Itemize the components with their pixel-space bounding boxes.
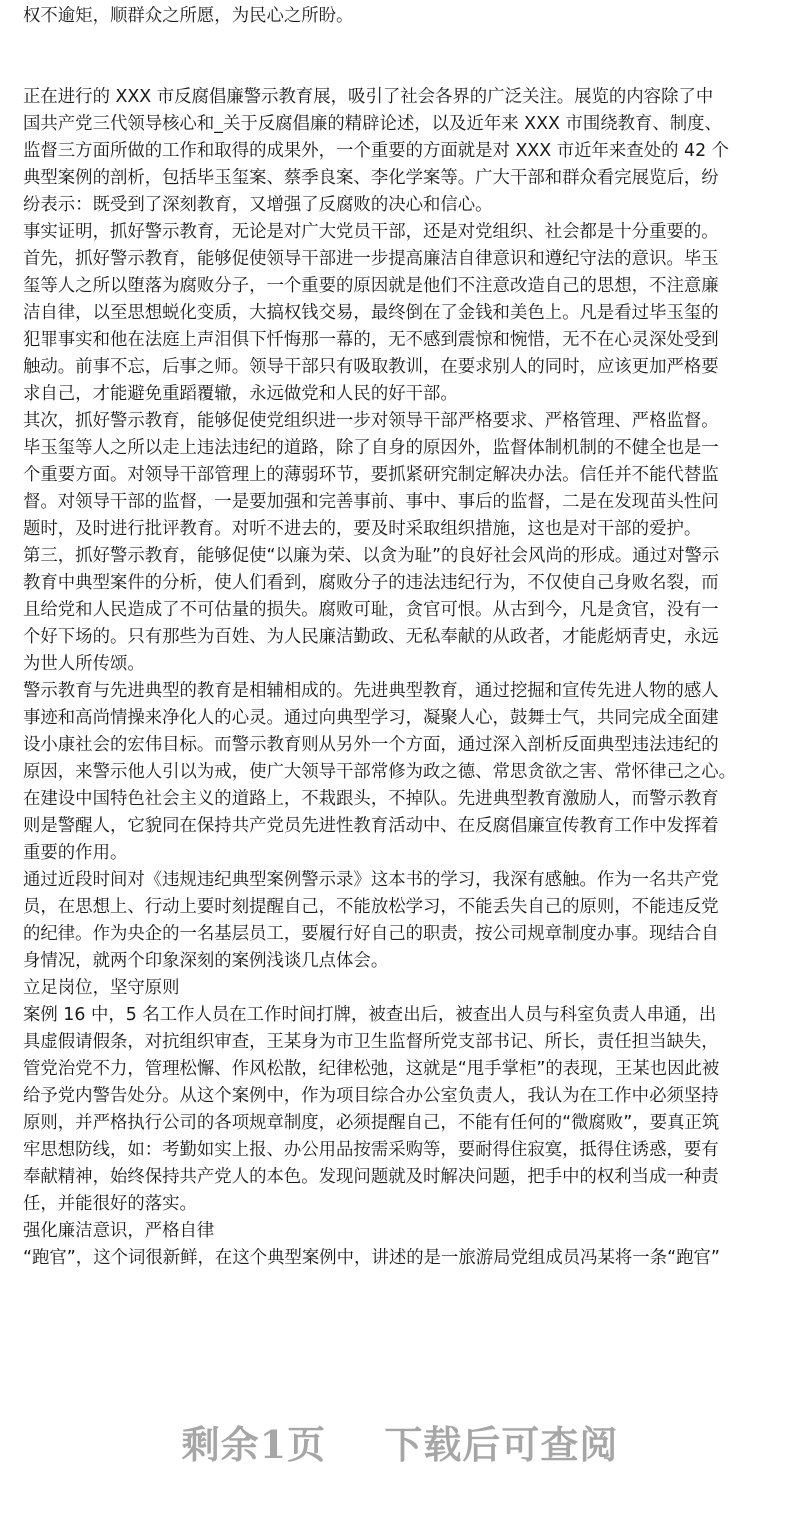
text-line: 教育中典型案件的分析，使人们看到，腐败分子的违法违纪行为，不仅使自己身败名裂，而 [23, 573, 719, 593]
text-line: 权不逾矩，顺群众之所愿，为民心之所盼。 [23, 6, 354, 26]
text-line: 正在进行的 XXX 市反腐倡廉警示教育展，吸引了社会各界的广泛关注。展览的内容除了中 [23, 87, 714, 107]
download-to-view-label[interactable]: 下载后可查阅 [384, 1422, 619, 1467]
text-line: 牢思想防线，如：考勤如实上报、办公用品按需采购等，要耐得住寂寞，抵得住诱惑，要有 [23, 1140, 719, 1160]
text-line [23, 30, 793, 57]
text-line: 监督三方面所做的工作和取得的成果外，一个重要的方面就是对 XXX 市近年来查处的 42 个 [23, 141, 730, 161]
text-line: 给予党内警告处分。从这个案例中，作为项目综合办公室负责人，我认为在工作中必须坚持 [23, 1086, 719, 1106]
text-line: 国共产党三代领导核心和_关于反腐倡廉的精辟论述，以及近年来 XXX 市围绕教育、制度、 [23, 114, 722, 134]
text-line: 求自己，才能避免重蹈覆辙，永远做党和人民的好干部。 [23, 384, 458, 404]
text-line: 玺等人之所以堕落为腐败分子，一个重要的原因就是他们不注意改造自己的思想，不注意廉 [23, 276, 719, 296]
text-line: 犯罪事实和他在法庭上声泪俱下忏悔那一幕的，无不感到震惊和惋惜，无不在心灵深处受到 [23, 330, 719, 350]
text-line: 警示教育与先进典型的教育是相辅相成的。先进典型教育，通过挖掘和宣传先进人物的感人 [23, 681, 719, 701]
text-line: “跑官”，这个词很新鲜，在这个典型案例中，讲述的是一旅游局党组成员冯某将一条“跑官” [23, 1248, 720, 1268]
text-line: 员，在思想上、行动上要时刻提醒自己，不能放松学习，不能丢失自己的原则，不能违反党 [23, 897, 719, 917]
text-line: 为世人所传颂。 [23, 654, 145, 674]
text-line: 触动。前事不忘，后事之师。领导干部只有吸取教训，在要求别人的同时，应该更加严格要 [23, 357, 719, 377]
download-banner[interactable] [0, 1414, 800, 1469]
text-line: 设小康社会的宏伟目标。而警示教育则从另外一个方面，通过深入剖析反面典型违法违纪的 [23, 735, 719, 755]
text-line: 奉献精神，始终保持共产党人的本色。发现问题就及时解决问题，把手中的权利当成一种责 [23, 1167, 719, 1187]
remaining-pages-label: 剩余1页 [181, 1422, 327, 1467]
text-line: 洁自律，以至思想蜕化变质，大搞权钱交易，最终倒在了金钱和美色上。凡是看过毕玉玺的 [23, 303, 719, 323]
text-line: 原则，并严格执行公司的各项规章制度，必须提醒自己，不能有任何的“微腐败”，要真正筑 [23, 1113, 720, 1133]
text-line: 且给党和人民造成了不可估量的损失。腐败可耻，贪官可恨。从古到今，凡是贪官，没有一 [23, 600, 719, 620]
text-line: 事迹和高尚情操来净化人的心灵。通过向典型学习，凝聚人心，鼓舞士气，共同完成全面建 [23, 708, 719, 728]
text-line: 纷表示：既受到了深刻教育，又增强了反腐败的决心和信心。 [23, 195, 493, 215]
text-line [23, 57, 793, 84]
text-line: 案例 16 中，5 名工作人员在工作时间打牌，被查出后，被查出人员与科室负责人串通，出 [23, 1005, 717, 1025]
text-line: 毕玉玺等人之所以走上违法违纪的道路，除了自身的原因外，监督体制机制的不健全也是一 [23, 438, 719, 458]
text-line: 个重要方面。对领导干部管理上的薄弱环节，要抓紧研究制定解决办法。信任并不能代替监 [23, 465, 719, 485]
text-line: 的纪律。作为央企的一名基层员工，要履行好自己的职责，按公司规章制度办事。现结合自 [23, 924, 719, 944]
text-line: 第三，抓好警示教育，能够促使“以廉为荣、以贪为耻”的良好社会风尚的形成。通过对警示 [23, 546, 720, 566]
text-line: 通过近段时间对《违规违纪典型案例警示录》这本书的学习，我深有感触。作为一名共产党 [23, 870, 719, 890]
text-line: 具虚假请假条，对抗组织审查，王某身为市卫生监督所党支部书记、所长，责任担当缺失， [23, 1032, 719, 1052]
text-line: 督。对领导干部的监督，一是要加强和完善事前、事中、事后的监督，二是在发现苗头性问 [23, 492, 719, 512]
text-line: 其次，抓好警示教育，能够促使党组织进一步对领导干部严格要求、严格管理、严格监督。 [23, 411, 719, 431]
text-line: 管党治党不力，管理松懈、作风松散，纪律松弛，这就是“甩手掌柜”的表现，王某也因此被 [23, 1059, 720, 1079]
text-line: 题时，及时进行批评教育。对听不进去的，要及时采取组织措施，这也是对干部的爱护。 [23, 519, 702, 539]
text-line: 个好下场的。只有那些为百姓、为人民廉洁勤政、无私奉献的从政者，才能彪炳青史，永远 [23, 627, 719, 647]
text-line: 立足岗位，坚守原则 [23, 978, 180, 998]
text-line: 强化廉洁意识，严格自律 [23, 1221, 215, 1241]
text-line: 首先，抓好警示教育，能够促使领导干部进一步提高廉洁自律意识和遵纪守法的意识。毕玉 [23, 249, 719, 269]
document-body [23, 3, 793, 1272]
text-line: 典型案例的剖析，包括毕玉玺案、蔡季良案、李化学案等。广大干部和群众看完展览后，纷 [23, 168, 719, 188]
text-line: 原因，来警示他人引以为戒，使广大领导干部常修为政之德、常思贪欲之害、常怀律己之心。 [23, 762, 737, 782]
text-line: 身情况，就两个印象深刻的案例浅谈几点体会。 [23, 951, 389, 971]
text-line: 任，并能很好的落实。 [23, 1194, 197, 1214]
text-line: 事实证明，抓好警示教育，无论是对广大党员干部，还是对党组织、社会都是十分重要的。 [23, 222, 719, 242]
text-line: 重要的作用。 [23, 843, 128, 863]
text-line: 则是警醒人，它貌同在保持共产党员先进性教育活动中、在反腐倡廉宣传教育工作中发挥着 [23, 816, 719, 836]
text-line: 在建设中国特色社会主义的道路上，不栽跟头，不掉队。先进典型教育激励人，而警示教育 [23, 789, 719, 809]
